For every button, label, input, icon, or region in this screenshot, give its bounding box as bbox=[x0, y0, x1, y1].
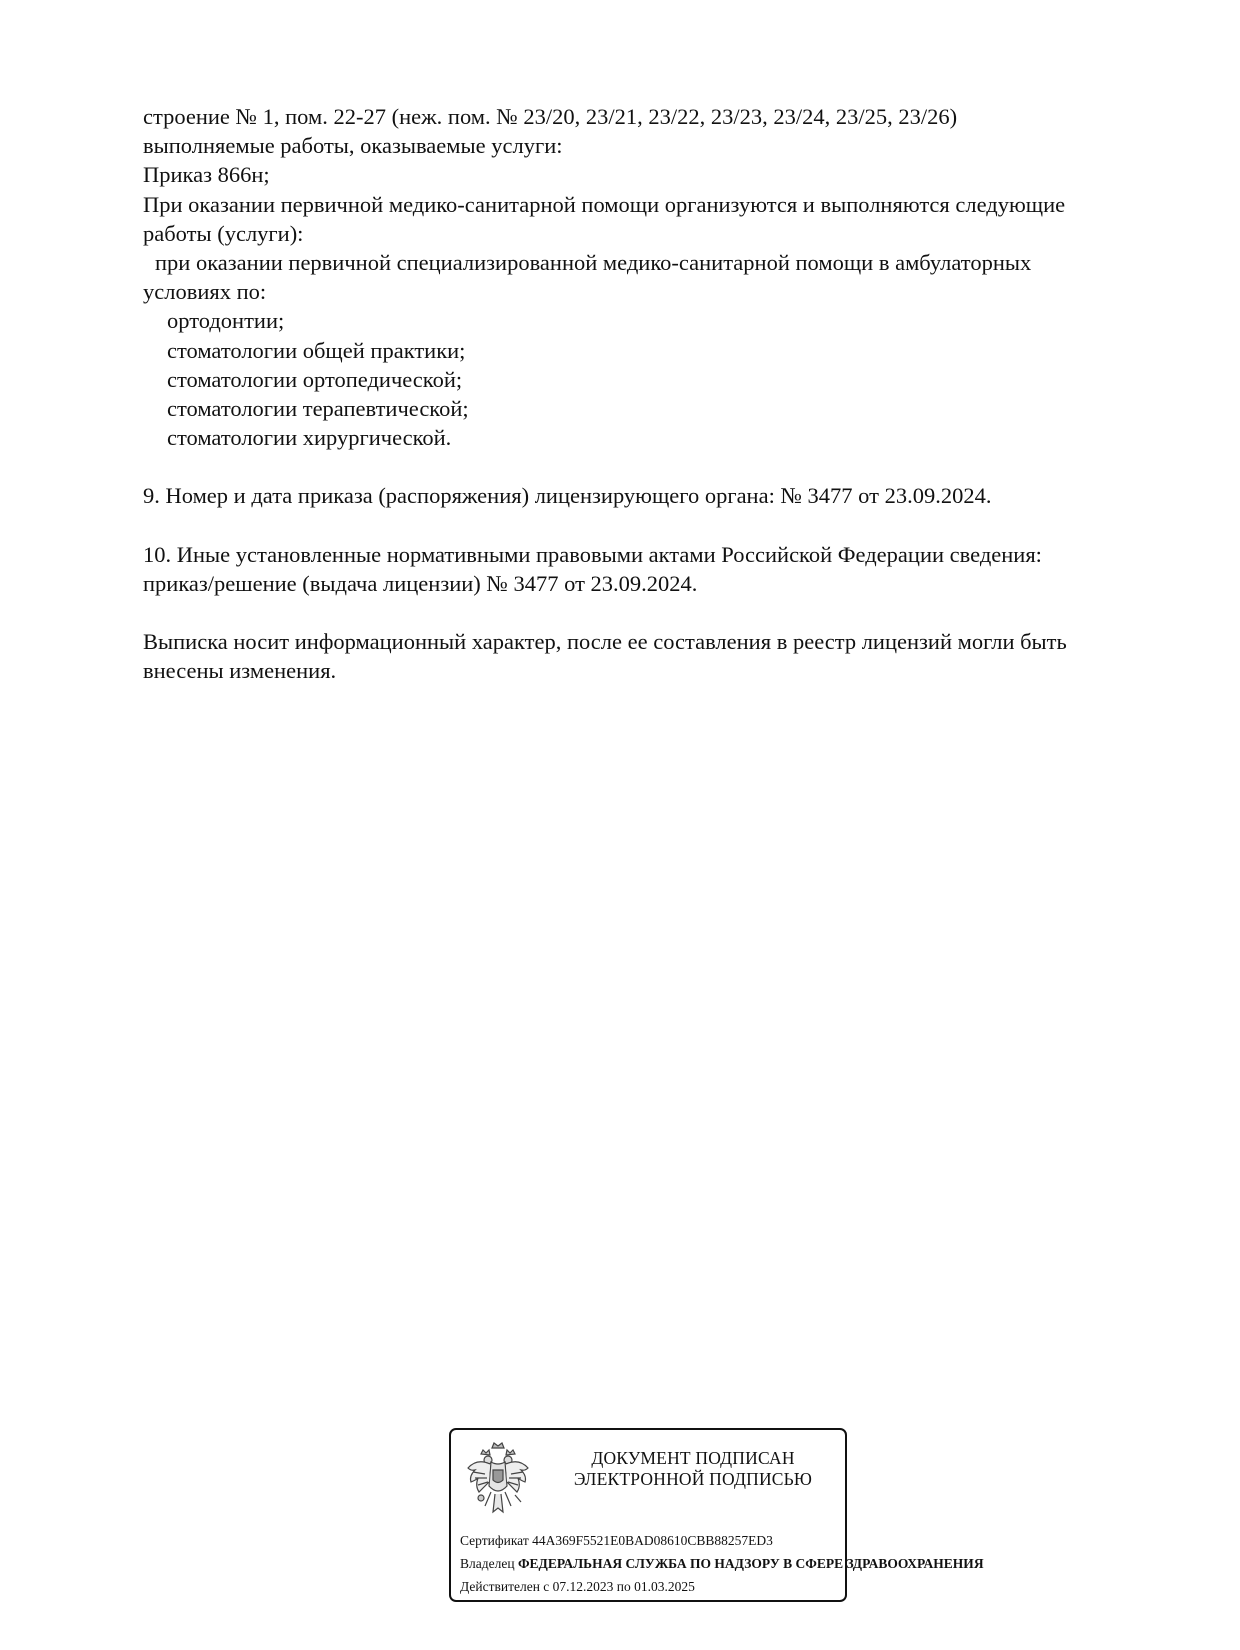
order-reference: Приказ 866н; bbox=[143, 162, 270, 188]
item-10-line-2: приказ/решение (выдача лицензии) № 3477 от 23.09.2024. bbox=[143, 570, 698, 596]
address-line: строение № 1, пом. 22-27 (неж. пом. № 23/20, 23/21, 23/22, 23/23, 23/24, 23/25, 23/26) bbox=[143, 104, 958, 129]
service-item: ортодонтии; bbox=[167, 308, 285, 334]
owner-value: ФЕДЕРАЛЬНАЯ СЛУЖБА ПО НАДЗОРУ В СФЕРЕ ЗДРАВООХРАНЕНИЯ bbox=[517, 1556, 984, 1571]
works-heading: выполняемые работы, оказываемые услуги: bbox=[143, 133, 563, 159]
disclaimer-line-2: внесены изменения. bbox=[143, 658, 337, 684]
stamp-details bbox=[460, 1529, 984, 1598]
disclaimer-line-1: Выписка носит информационный характер, после ее составления в реестр лицензий могли быть bbox=[143, 629, 1067, 655]
primary-care-line-2: работы (услуги): bbox=[143, 220, 304, 246]
service-item: стоматологии терапевтической; bbox=[167, 396, 469, 422]
item-9-order-number: 9. Номер и дата приказа (распоряжения) лицензирующего органа: № 3477 от 23.09.2024. bbox=[143, 483, 992, 509]
paragraph-gap bbox=[143, 511, 1143, 540]
item-10-line-1: 10. Иные установленные нормативными правовыми актами Российской Федерации сведения: bbox=[143, 541, 1042, 567]
paragraph-gap bbox=[143, 598, 1143, 627]
service-item: стоматологии общей практики; bbox=[167, 337, 466, 363]
paragraph-gap bbox=[143, 452, 1143, 481]
owner-row bbox=[460, 1552, 984, 1575]
service-item: стоматологии ортопедической; bbox=[167, 366, 463, 392]
electronic-signature-stamp bbox=[449, 1428, 984, 1602]
stamp-title-line-1: ДОКУМЕНТ ПОДПИСАН bbox=[591, 1448, 795, 1468]
certificate-label: Сертификат bbox=[460, 1533, 529, 1548]
primary-care-line-1: При оказании первичной медико-санитарной помощи организуются и выполняются следующие bbox=[143, 191, 1066, 217]
stamp-title bbox=[547, 1448, 839, 1490]
license-extract-text bbox=[143, 102, 1143, 685]
service-item: стоматологии хирургической. bbox=[167, 425, 452, 451]
russian-coat-of-arms-icon bbox=[463, 1440, 533, 1520]
stamp-title-line-2: ЭЛЕКТРОННОЙ ПОДПИСЬЮ bbox=[573, 1469, 813, 1489]
specialized-care-line-1: при оказании первичной специализированной медико-санитарной помощи в амбулаторных bbox=[155, 250, 1032, 276]
owner-label: Владелец bbox=[460, 1556, 515, 1571]
certificate-value: 44A369F5521E0BAD08610CBB88257ED3 bbox=[532, 1533, 773, 1548]
certificate-row bbox=[460, 1529, 920, 1552]
specialized-care-line-2: условиях по: bbox=[143, 279, 267, 305]
validity-period: Действителен с 07.12.2023 по 01.03.2025 bbox=[460, 1579, 695, 1594]
